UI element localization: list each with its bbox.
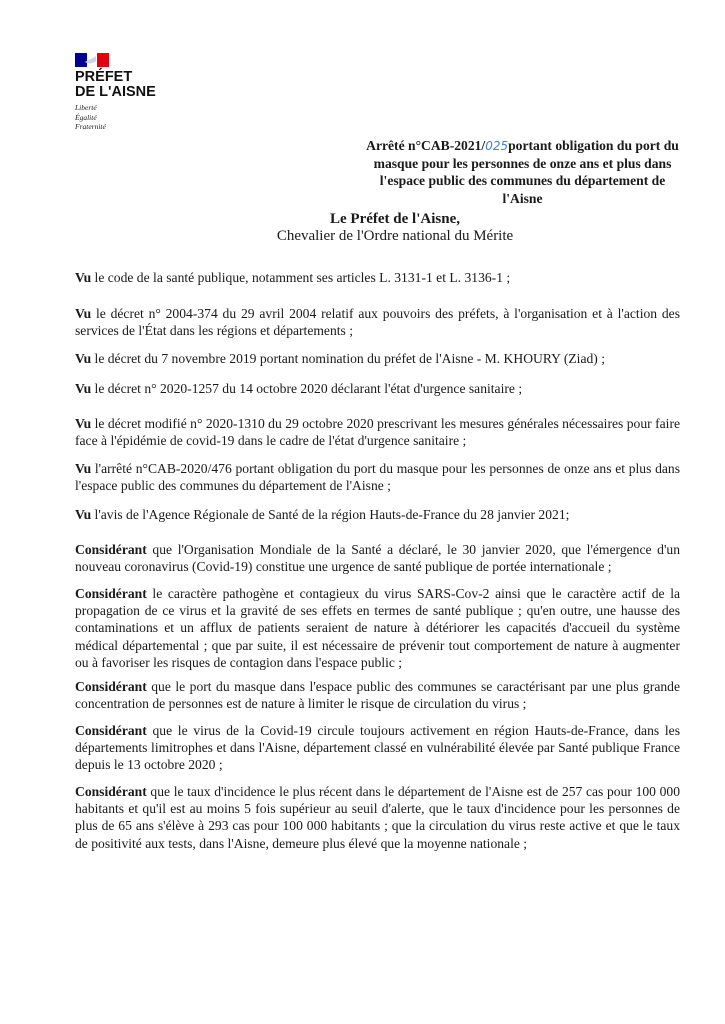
paragraph-text: le décret n° 2020-1257 du 14 octobre 2020 déclarant l'état d'urgence sanitaire ; (91, 381, 523, 396)
paragraph-lead: Vu (75, 270, 92, 285)
paragraph-text: que le taux d'incidence le plus récent dans le département de l'Aisne est de 257 cas pour 100 000 habitants et qu'il est au moins 5 fois supérieur au seuil d'alerte, que le taux d'incidence pour les personnes de plus de 65 ans s'élève à 293 cas pour 100 000 habitants ; que la circulation du virus reste active et que le taux de positivité aux tests, dans l'Aisne, demeure plus élevé que la moyenne nationale ; (75, 784, 680, 851)
logo-title-line2: DE L'AISNE (75, 84, 156, 100)
motto-egalite: Égalité (75, 112, 97, 122)
motto-fraternite: Fraternité (75, 122, 106, 131)
visa-paragraph (75, 415, 680, 449)
paragraph-lead: Considérant (75, 586, 147, 601)
considerant-paragraph (75, 678, 680, 712)
logo-title (75, 70, 156, 100)
paragraph-lead: Vu (75, 381, 92, 396)
paragraph-text: le décret n° 2004-374 du 29 avril 2004 relatif aux pouvoirs des préfets, à l'organisation et à l'action des services de l'État dans les régions et départements ; (75, 306, 680, 339)
paragraph-lead: Vu (75, 461, 92, 476)
paragraph-lead: Vu (75, 416, 92, 431)
visa-paragraph (75, 350, 680, 367)
arrete-title (360, 137, 685, 207)
paragraph-lead: Vu (75, 507, 92, 522)
prefet-heading (255, 211, 535, 245)
considerant-paragraph (75, 585, 680, 671)
visa-paragraph (75, 269, 680, 286)
paragraph-text: le code de la santé publique, notamment ses articles L. 3131-1 et L. 3136-1 ; (91, 270, 511, 285)
paragraph-text: l'avis de l'Agence Régionale de Santé de la région Hauts-de-France du 28 janvier 2021; (91, 507, 570, 522)
considerant-paragraph (75, 783, 680, 852)
prefet-name: Le Préfet de l'Aisne, (330, 211, 460, 227)
paragraph-lead: Considérant (75, 542, 147, 557)
paragraph-lead: Vu (75, 306, 92, 321)
arrete-subject: portant obligation du port du masque pour les personnes de onze ans et plus dans l'espace public des communes du département de l'Aisne (373, 138, 679, 206)
prefet-title: Chevalier de l'Ordre national du Mérite (276, 228, 514, 244)
handwritten-number: 025 (485, 139, 509, 153)
considerant-paragraph (75, 722, 680, 774)
visa-paragraph (75, 506, 680, 523)
visa-paragraph (75, 305, 680, 339)
paragraph-lead: Considérant (75, 784, 147, 799)
visa-paragraph (75, 460, 680, 494)
paragraph-text: que le virus de la Covid-19 circule toujours activement en région Hauts-de-France, dans les départements limitrophes et dans l'Aisne, département classé en vulnérabilité élevée par Santé publique France depuis le 13 octobre 2020 ; (75, 723, 680, 773)
republic-motto (75, 103, 106, 132)
paragraph-text: l'arrêté n°CAB-2020/476 portant obligation du port du masque pour les personnes de onze ans et plus dans l'espace public des communes du département de l'Aisne ; (75, 461, 680, 494)
paragraph-lead: Considérant (75, 723, 147, 738)
arrete-prefix: Arrêté n°CAB-2021/ (366, 138, 486, 153)
paragraph-text: que l'Organisation Mondiale de la Santé a déclaré, le 30 janvier 2020, que l'émergence d'un nouveau coronavirus (Covid-19) constitue une urgence de santé publique de portée internationale ; (75, 542, 680, 575)
visa-paragraph (75, 380, 680, 397)
paragraph-text: le caractère pathogène et contagieux du virus SARS-Cov-2 ainsi que le caractère actif de la propagation de ce virus et la gravité de ses effets en termes de santé publique ; qu'en outre, une hausse des contaminations et un afflux de patients seraient de nature à détériorer les capacités d'accueil du système médical départemental ; que par suite, il est nécessaire de prévenir tout comportement de nature à augmenter ou à favoriser les risques de contagion dans l'espace public ; (75, 586, 680, 670)
paragraph-text: le décret du 7 novembre 2019 portant nomination du préfet de l'Aisne - M. KHOURY (Ziad) ; (91, 351, 605, 366)
marianne-flag-icon (75, 53, 109, 67)
paragraph-text: que le port du masque dans l'espace public des communes se caractérisant par une plus grande concentration de personnes est de nature à limiter le risque de circulation du virus ; (75, 679, 680, 712)
paragraph-lead: Vu (75, 351, 92, 366)
considerant-paragraph (75, 541, 680, 575)
motto-liberte: Liberté (75, 103, 97, 112)
paragraph-lead: Considérant (75, 679, 147, 694)
paragraph-text: le décret modifié n° 2020-1310 du 29 octobre 2020 prescrivant les mesures générales nécessaires pour faire face à l'épidémie de covid-19 dans le cadre de l'état d'urgence sanitaire ; (75, 416, 680, 449)
logo-title-line1: PRÉFET (75, 69, 133, 85)
